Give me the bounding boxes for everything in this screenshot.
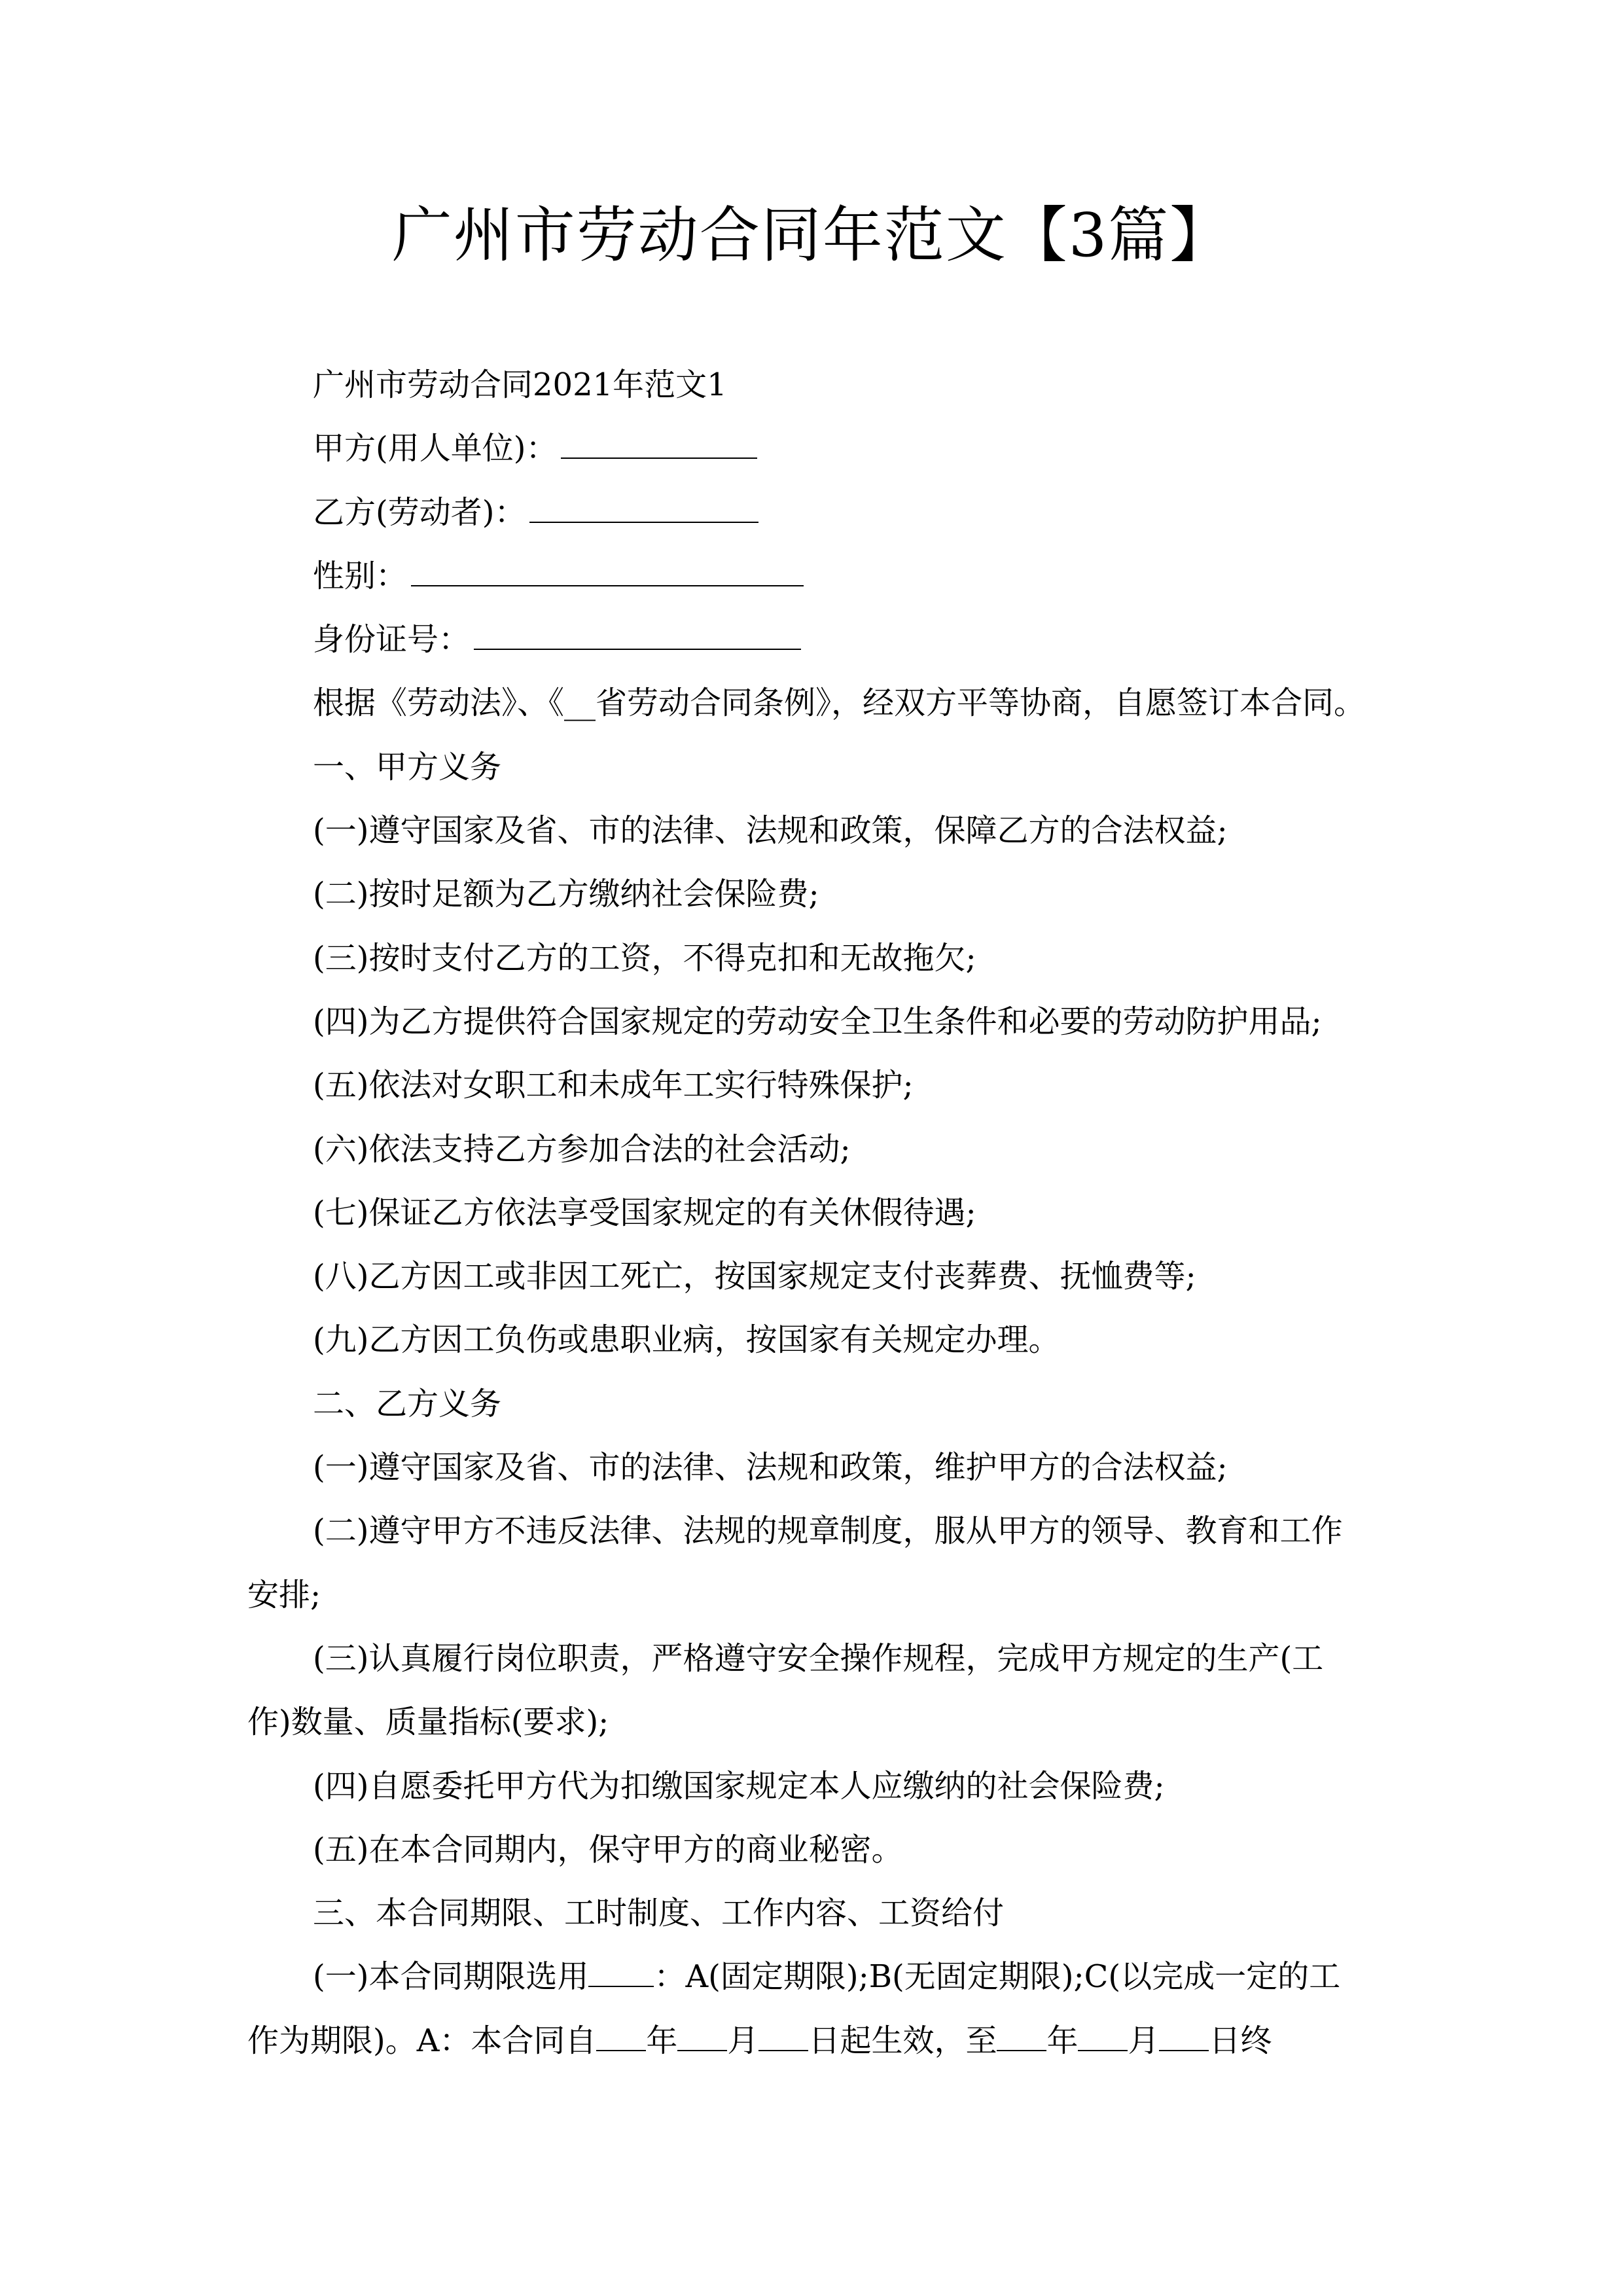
clause-continuation: 安排; bbox=[247, 1576, 321, 1613]
field-employer bbox=[247, 417, 1399, 480]
start-day-blank[interactable] bbox=[758, 2024, 808, 2051]
field-gender bbox=[247, 545, 1399, 608]
clause: (三)按时支付乙方的工资，不得克扣和无故拖欠; bbox=[313, 939, 976, 977]
clause-text: 日终 bbox=[1209, 2022, 1272, 2059]
clause: (一)遵守国家及省、市的法律、法规和政策，维护甲方的合法权益; bbox=[313, 1449, 1228, 1486]
end-day-blank[interactable] bbox=[1159, 2024, 1209, 2051]
employee-blank[interactable] bbox=[529, 495, 758, 523]
field-employee bbox=[247, 481, 1399, 545]
clause-text: 日起生效，至 bbox=[808, 2022, 997, 2059]
document-body bbox=[247, 353, 1399, 2073]
clause-text: 年 bbox=[1046, 2022, 1079, 2059]
end-year-blank[interactable] bbox=[997, 2024, 1046, 2051]
clause: (五)依法对女职工和未成年工实行特殊保护; bbox=[313, 1067, 914, 1104]
field-id-number bbox=[247, 608, 1399, 672]
contract-subtitle: 广州市劳动合同2021年范文1 bbox=[313, 367, 727, 403]
clause-text: (一)本合同期限选用 bbox=[313, 1958, 589, 1996]
clause-text: 月 bbox=[727, 2022, 759, 2059]
section-heading: 三、本合同期限、工时制度、工作内容、工资给付 bbox=[313, 1895, 1005, 1932]
clause: (五)在本合同期内，保守甲方的商业秘密。 bbox=[313, 1831, 903, 1868]
clause: (四)自愿委托甲方代为扣缴国家规定本人应缴纳的社会保险费; bbox=[313, 1767, 1165, 1804]
end-month-blank[interactable] bbox=[1078, 2024, 1128, 2051]
field-label: 乙方(劳动者)： bbox=[313, 493, 526, 531]
clause: (六)依法支持乙方参加合法的社会活动; bbox=[313, 1130, 851, 1168]
clause: (二)按时足额为乙方缴纳社会保险费; bbox=[313, 876, 819, 913]
gender-blank[interactable] bbox=[411, 559, 804, 586]
start-month-blank[interactable] bbox=[677, 2024, 727, 2051]
clause-text: 月 bbox=[1128, 2022, 1160, 2059]
field-label: 性别： bbox=[313, 557, 408, 594]
clause: (四)为乙方提供符合国家规定的劳动安全卫生条件和必要的劳动防护用品; bbox=[313, 1003, 1322, 1040]
clause-continuation: 作)数量、质量指标(要求); bbox=[247, 1704, 609, 1741]
section-heading: 二、乙方义务 bbox=[313, 1385, 502, 1422]
document-title: 广州市劳动合同年范文【3篇】 bbox=[391, 200, 1232, 270]
employer-blank[interactable] bbox=[561, 431, 757, 459]
clause-text: 作为期限)。A：本合同自 bbox=[247, 2022, 597, 2059]
preamble: 根据《劳动法》、《__省劳动合同条例》，经双方平等协商，自愿签订本合同。 bbox=[313, 685, 1366, 722]
section-heading: 一、甲方义务 bbox=[313, 748, 502, 785]
clause-text: 年 bbox=[646, 2022, 678, 2059]
clause-text: ：A(固定期限);B(无固定期限);C(以完成一定的工 bbox=[654, 1958, 1341, 1996]
clause: (七)保证乙方依法享受国家规定的有关休假待遇; bbox=[313, 1194, 976, 1231]
clause: (九)乙方因工负伤或患职业病，按国家有关规定办理。 bbox=[313, 1321, 1060, 1359]
field-label: 身份证号： bbox=[313, 621, 471, 658]
id-number-blank[interactable] bbox=[474, 622, 801, 650]
clause: (二)遵守甲方不违反法律、法规的规章制度，服从甲方的领导、教育和工作 bbox=[313, 1513, 1343, 1550]
term-type-blank[interactable] bbox=[588, 1960, 654, 1987]
clause: (八)乙方因工或非因工死亡，按国家规定支付丧葬费、抚恤费等; bbox=[313, 1258, 1196, 1295]
clause: (三)认真履行岗位职责，严格遵守安全操作规程，完成甲方规定的生产(工 bbox=[313, 1640, 1324, 1677]
field-label: 甲方(用人单位)： bbox=[313, 430, 558, 467]
clause-term-dates bbox=[247, 2009, 1399, 2073]
start-year-blank[interactable] bbox=[596, 2024, 646, 2051]
clause-term-type bbox=[247, 1945, 1399, 2009]
clause: (一)遵守国家及省、市的法律、法规和政策，保障乙方的合法权益; bbox=[313, 812, 1228, 850]
